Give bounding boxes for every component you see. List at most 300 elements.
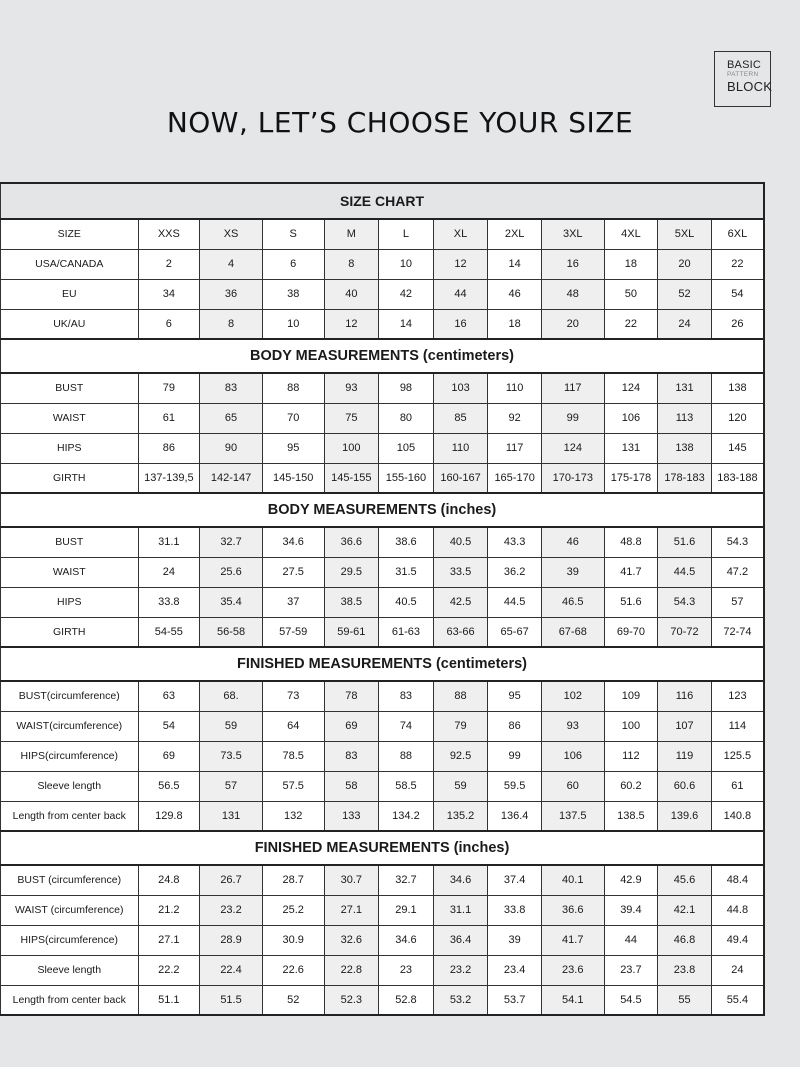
table-cell: 22 xyxy=(604,309,658,339)
row-label: Sleeve length xyxy=(1,771,139,801)
logo-line-1: BASIC xyxy=(727,59,762,71)
table-cell: 55.4 xyxy=(711,985,764,1015)
row-label: BUST xyxy=(1,373,139,403)
table-cell: 32.7 xyxy=(379,865,434,895)
table-cell: 145-155 xyxy=(324,463,379,493)
table-cell: 20 xyxy=(658,249,712,279)
table-cell: 65 xyxy=(200,403,263,433)
table-cell: 69 xyxy=(138,741,200,771)
table-cell: 6XL xyxy=(711,219,764,249)
table-cell: 20 xyxy=(541,309,604,339)
table-cell: 85 xyxy=(433,403,488,433)
table-cell: 42.9 xyxy=(604,865,658,895)
row-label: HIPS xyxy=(1,587,139,617)
table-cell: 132 xyxy=(262,801,324,831)
table-cell: 133 xyxy=(324,801,379,831)
table-cell: 31.1 xyxy=(433,895,488,925)
row-label: Length from center back xyxy=(1,801,139,831)
row-label: Length from center back xyxy=(1,985,139,1015)
table-cell: 170-173 xyxy=(541,463,604,493)
table-cell: 64 xyxy=(262,711,324,741)
table-cell: 6 xyxy=(138,309,200,339)
table-cell: 23.7 xyxy=(604,955,658,985)
table-cell: 33.5 xyxy=(433,557,488,587)
table-cell: 68. xyxy=(200,681,263,711)
section-header xyxy=(1,339,765,373)
table-cell: 36.6 xyxy=(324,527,379,557)
table-cell: 107 xyxy=(658,711,712,741)
table-cell: 131 xyxy=(200,801,263,831)
table-cell: 74 xyxy=(379,711,434,741)
table-cell: 88 xyxy=(262,373,324,403)
table-cell: 32.7 xyxy=(200,527,263,557)
table-cell: 54.1 xyxy=(541,985,604,1015)
table-row xyxy=(1,373,765,403)
table-cell: 139.6 xyxy=(658,801,712,831)
table-cell: 12 xyxy=(433,249,488,279)
table-row xyxy=(1,681,765,711)
table-cell: 145 xyxy=(711,433,764,463)
table-cell: 12 xyxy=(324,309,379,339)
table-cell: 100 xyxy=(324,433,379,463)
table-cell: 24 xyxy=(138,557,200,587)
table-cell: 63-66 xyxy=(433,617,488,647)
table-cell: 52.3 xyxy=(324,985,379,1015)
table-cell: 23.2 xyxy=(200,895,263,925)
table-cell: 110 xyxy=(433,433,488,463)
table-cell: 103 xyxy=(433,373,488,403)
table-cell: 69-70 xyxy=(604,617,658,647)
table-cell: 27.1 xyxy=(324,895,379,925)
table-cell: 54.3 xyxy=(711,527,764,557)
table-cell: XXS xyxy=(138,219,200,249)
table-cell: 99 xyxy=(541,403,604,433)
table-cell: 23.8 xyxy=(658,955,712,985)
table-cell: 55 xyxy=(658,985,712,1015)
table-cell: 95 xyxy=(262,433,324,463)
table-cell: 38.5 xyxy=(324,587,379,617)
table-cell: 29.5 xyxy=(324,557,379,587)
row-label: WAIST xyxy=(1,557,139,587)
table-cell: 40.5 xyxy=(379,587,434,617)
table-cell: 23.2 xyxy=(433,955,488,985)
size-chart-header xyxy=(1,183,765,219)
size-chart-header-title: SIZE CHART xyxy=(1,183,765,219)
table-cell: 38 xyxy=(262,279,324,309)
table-cell: 117 xyxy=(541,373,604,403)
table-cell: 46 xyxy=(488,279,542,309)
table-row xyxy=(1,771,765,801)
table-cell: 27.5 xyxy=(262,557,324,587)
table-cell: 175-178 xyxy=(604,463,658,493)
table-cell: 8 xyxy=(324,249,379,279)
table-cell: 46.8 xyxy=(658,925,712,955)
table-cell: 112 xyxy=(604,741,658,771)
table-cell: 14 xyxy=(379,309,434,339)
table-cell: 73.5 xyxy=(200,741,263,771)
table-cell: 2 xyxy=(138,249,200,279)
table-cell: 57-59 xyxy=(262,617,324,647)
table-row xyxy=(1,925,765,955)
table-cell: 59.5 xyxy=(488,771,542,801)
table-cell: 92 xyxy=(488,403,542,433)
table-cell: 48.8 xyxy=(604,527,658,557)
section-header-title: FINISHED MEASUREMENTS (inches) xyxy=(1,831,765,865)
table-cell: 46 xyxy=(541,527,604,557)
table-row xyxy=(1,557,765,587)
row-label: SIZE xyxy=(1,219,139,249)
row-label: WAIST xyxy=(1,403,139,433)
table-cell: 119 xyxy=(658,741,712,771)
table-cell: 123 xyxy=(711,681,764,711)
table-cell: 59-61 xyxy=(324,617,379,647)
table-row xyxy=(1,433,765,463)
table-cell: 78.5 xyxy=(262,741,324,771)
table-cell: 54.5 xyxy=(604,985,658,1015)
section-header xyxy=(1,647,765,681)
table-cell: 44 xyxy=(433,279,488,309)
row-label: GIRTH xyxy=(1,463,139,493)
table-row xyxy=(1,527,765,557)
table-cell: 93 xyxy=(324,373,379,403)
table-row xyxy=(1,249,765,279)
table-cell: 93 xyxy=(541,711,604,741)
table-cell: 79 xyxy=(138,373,200,403)
table-cell: 22.4 xyxy=(200,955,263,985)
table-cell: 33.8 xyxy=(138,587,200,617)
table-cell: 36 xyxy=(200,279,263,309)
table-cell: 105 xyxy=(379,433,434,463)
table-cell: 44.5 xyxy=(658,557,712,587)
table-cell: 8 xyxy=(200,309,263,339)
page-title: NOW, LET’S CHOOSE YOUR SIZE xyxy=(166,106,634,139)
table-cell: 137-139,5 xyxy=(138,463,200,493)
table-cell: 47.2 xyxy=(711,557,764,587)
table-cell: 41.7 xyxy=(541,925,604,955)
table-cell: 34 xyxy=(138,279,200,309)
table-cell: 57 xyxy=(200,771,263,801)
table-cell: 124 xyxy=(541,433,604,463)
row-label: Sleeve length xyxy=(1,955,139,985)
table-cell: 52 xyxy=(658,279,712,309)
table-cell: 137.5 xyxy=(541,801,604,831)
table-cell: 60.6 xyxy=(658,771,712,801)
table-cell: 98 xyxy=(379,373,434,403)
table-cell: 114 xyxy=(711,711,764,741)
table-cell: 53.7 xyxy=(488,985,542,1015)
table-cell: 142-147 xyxy=(200,463,263,493)
table-cell: 165-170 xyxy=(488,463,542,493)
table-cell: 58 xyxy=(324,771,379,801)
table-cell: 75 xyxy=(324,403,379,433)
table-cell: 40 xyxy=(324,279,379,309)
table-cell: 120 xyxy=(711,403,764,433)
table-cell: 134.2 xyxy=(379,801,434,831)
table-cell: 54-55 xyxy=(138,617,200,647)
table-cell: 50 xyxy=(604,279,658,309)
table-cell: 31.5 xyxy=(379,557,434,587)
table-cell: 95 xyxy=(488,681,542,711)
table-cell: 26 xyxy=(711,309,764,339)
table-cell: 44 xyxy=(604,925,658,955)
table-cell: 65-67 xyxy=(488,617,542,647)
table-cell: 30.9 xyxy=(262,925,324,955)
table-cell: 18 xyxy=(488,309,542,339)
logo-line-3: BLOCK xyxy=(727,78,773,94)
table-cell: 39.4 xyxy=(604,895,658,925)
table-cell: 155-160 xyxy=(379,463,434,493)
table-cell: 88 xyxy=(379,741,434,771)
table-cell: 125.5 xyxy=(711,741,764,771)
table-row xyxy=(1,801,765,831)
table-row xyxy=(1,955,765,985)
table-cell: 40.5 xyxy=(433,527,488,557)
table-cell: 63 xyxy=(138,681,200,711)
table-cell: 26.7 xyxy=(200,865,263,895)
table-cell: 83 xyxy=(200,373,263,403)
section-header xyxy=(1,831,765,865)
table-row xyxy=(1,219,765,249)
table-cell: 57 xyxy=(711,587,764,617)
table-cell: 60 xyxy=(541,771,604,801)
section-header-title: BODY MEASUREMENTS (centimeters) xyxy=(1,339,765,373)
row-label: HIPS xyxy=(1,433,139,463)
table-cell: 24 xyxy=(658,309,712,339)
table-cell: 23 xyxy=(379,955,434,985)
table-row xyxy=(1,895,765,925)
table-cell: 100 xyxy=(604,711,658,741)
table-cell: 36.2 xyxy=(488,557,542,587)
size-chart-table xyxy=(0,182,765,1016)
table-cell: 145-150 xyxy=(262,463,324,493)
table-cell: 110 xyxy=(488,373,542,403)
table-cell: 59 xyxy=(433,771,488,801)
table-cell: 23.4 xyxy=(488,955,542,985)
table-cell: 69 xyxy=(324,711,379,741)
table-cell: 183-188 xyxy=(711,463,764,493)
table-cell: 73 xyxy=(262,681,324,711)
table-cell: 36.4 xyxy=(433,925,488,955)
table-cell: 18 xyxy=(604,249,658,279)
table-cell: 86 xyxy=(488,711,542,741)
table-cell: 61 xyxy=(711,771,764,801)
table-cell: 70-72 xyxy=(658,617,712,647)
table-cell: 67-68 xyxy=(541,617,604,647)
table-cell: 136.4 xyxy=(488,801,542,831)
table-cell: 90 xyxy=(200,433,263,463)
table-cell: 109 xyxy=(604,681,658,711)
table-row xyxy=(1,741,765,771)
table-cell: 56-58 xyxy=(200,617,263,647)
table-cell: 38.6 xyxy=(379,527,434,557)
table-cell: 22 xyxy=(711,249,764,279)
row-label: UK/AU xyxy=(1,309,139,339)
logo-line-2: PATTERN xyxy=(727,71,759,78)
table-cell: 16 xyxy=(541,249,604,279)
table-cell: 43.3 xyxy=(488,527,542,557)
table-cell: 25.2 xyxy=(262,895,324,925)
table-cell: 24 xyxy=(711,955,764,985)
table-cell: 160-167 xyxy=(433,463,488,493)
table-row xyxy=(1,617,765,647)
row-label: WAIST(circumference) xyxy=(1,711,139,741)
table-cell: 10 xyxy=(379,249,434,279)
table-cell: 57.5 xyxy=(262,771,324,801)
table-cell: 34.6 xyxy=(379,925,434,955)
table-cell: 58.5 xyxy=(379,771,434,801)
table-cell: 2XL xyxy=(488,219,542,249)
table-cell: 99 xyxy=(488,741,542,771)
table-cell: 27.1 xyxy=(138,925,200,955)
table-cell: 51.5 xyxy=(200,985,263,1015)
table-cell: 37.4 xyxy=(488,865,542,895)
table-cell: 138 xyxy=(658,433,712,463)
section-header-title: FINISHED MEASUREMENTS (centimeters) xyxy=(1,647,765,681)
table-cell: 52.8 xyxy=(379,985,434,1015)
table-cell: 37 xyxy=(262,587,324,617)
table-cell: 78 xyxy=(324,681,379,711)
table-cell: 24.8 xyxy=(138,865,200,895)
table-cell: 4 xyxy=(200,249,263,279)
table-cell: 113 xyxy=(658,403,712,433)
table-cell: 34.6 xyxy=(262,527,324,557)
table-cell: 39 xyxy=(541,557,604,587)
row-label: GIRTH xyxy=(1,617,139,647)
table-cell: 80 xyxy=(379,403,434,433)
table-cell: 131 xyxy=(658,373,712,403)
table-cell: 16 xyxy=(433,309,488,339)
row-label: WAIST (circumference) xyxy=(1,895,139,925)
table-cell: 42.5 xyxy=(433,587,488,617)
table-cell: 61-63 xyxy=(379,617,434,647)
table-cell: 54 xyxy=(711,279,764,309)
table-cell: 42 xyxy=(379,279,434,309)
table-cell: 83 xyxy=(379,681,434,711)
section-header xyxy=(1,493,765,527)
table-cell: 53.2 xyxy=(433,985,488,1015)
table-cell: 88 xyxy=(433,681,488,711)
table-row xyxy=(1,309,765,339)
table-cell: 51.6 xyxy=(604,587,658,617)
table-cell: 31.1 xyxy=(138,527,200,557)
table-cell: 35.4 xyxy=(200,587,263,617)
table-cell: 70 xyxy=(262,403,324,433)
table-cell: 42.1 xyxy=(658,895,712,925)
table-cell: 86 xyxy=(138,433,200,463)
table-cell: 48.4 xyxy=(711,865,764,895)
table-cell: 106 xyxy=(541,741,604,771)
table-cell: 52 xyxy=(262,985,324,1015)
table-cell: 29.1 xyxy=(379,895,434,925)
table-cell: 41.7 xyxy=(604,557,658,587)
table-cell: 129.8 xyxy=(138,801,200,831)
table-cell: 4XL xyxy=(604,219,658,249)
table-cell: 10 xyxy=(262,309,324,339)
table-cell: S xyxy=(262,219,324,249)
table-cell: 140.8 xyxy=(711,801,764,831)
table-cell: 5XL xyxy=(658,219,712,249)
table-cell: 30.7 xyxy=(324,865,379,895)
table-cell: 22.8 xyxy=(324,955,379,985)
row-label: BUST (circumference) xyxy=(1,865,139,895)
table-cell: 138.5 xyxy=(604,801,658,831)
table-cell: 83 xyxy=(324,741,379,771)
table-cell: 33.8 xyxy=(488,895,542,925)
table-cell: 117 xyxy=(488,433,542,463)
table-cell: 39 xyxy=(488,925,542,955)
table-cell: XL xyxy=(433,219,488,249)
table-row xyxy=(1,865,765,895)
table-row xyxy=(1,279,765,309)
table-cell: 60.2 xyxy=(604,771,658,801)
table-cell: 22.6 xyxy=(262,955,324,985)
table-row xyxy=(1,403,765,433)
table-cell: L xyxy=(379,219,434,249)
table-cell: 138 xyxy=(711,373,764,403)
table-cell: 28.7 xyxy=(262,865,324,895)
table-cell: 54.3 xyxy=(658,587,712,617)
table-cell: 23.6 xyxy=(541,955,604,985)
table-cell: 25.6 xyxy=(200,557,263,587)
table-cell: 3XL xyxy=(541,219,604,249)
table-cell: 14 xyxy=(488,249,542,279)
table-cell: 28.9 xyxy=(200,925,263,955)
table-cell: 36.6 xyxy=(541,895,604,925)
table-cell: 44.8 xyxy=(711,895,764,925)
table-cell: 45.6 xyxy=(658,865,712,895)
table-cell: 56.5 xyxy=(138,771,200,801)
row-label: HIPS(circumference) xyxy=(1,741,139,771)
table-row xyxy=(1,463,765,493)
table-cell: 72-74 xyxy=(711,617,764,647)
table-cell: 21.2 xyxy=(138,895,200,925)
table-cell: 135.2 xyxy=(433,801,488,831)
row-label: HIPS(circumference) xyxy=(1,925,139,955)
table-row xyxy=(1,985,765,1015)
row-label: EU xyxy=(1,279,139,309)
table-row xyxy=(1,711,765,741)
table-cell: 131 xyxy=(604,433,658,463)
row-label: USA/CANADA xyxy=(1,249,139,279)
table-cell: 106 xyxy=(604,403,658,433)
brand-logo xyxy=(714,51,771,107)
table-cell: 40.1 xyxy=(541,865,604,895)
table-cell: 51.1 xyxy=(138,985,200,1015)
table-cell: 102 xyxy=(541,681,604,711)
table-cell: M xyxy=(324,219,379,249)
table-cell: 49.4 xyxy=(711,925,764,955)
table-cell: 116 xyxy=(658,681,712,711)
table-cell: 61 xyxy=(138,403,200,433)
table-cell: XS xyxy=(200,219,263,249)
table-cell: 51.6 xyxy=(658,527,712,557)
table-cell: 6 xyxy=(262,249,324,279)
table-cell: 54 xyxy=(138,711,200,741)
table-cell: 92.5 xyxy=(433,741,488,771)
row-label: BUST xyxy=(1,527,139,557)
table-cell: 178-183 xyxy=(658,463,712,493)
table-cell: 22.2 xyxy=(138,955,200,985)
table-cell: 59 xyxy=(200,711,263,741)
table-cell: 48 xyxy=(541,279,604,309)
row-label: BUST(circumference) xyxy=(1,681,139,711)
table-cell: 46.5 xyxy=(541,587,604,617)
table-cell: 32.6 xyxy=(324,925,379,955)
section-header-title: BODY MEASUREMENTS (inches) xyxy=(1,493,765,527)
table-cell: 124 xyxy=(604,373,658,403)
table-cell: 44.5 xyxy=(488,587,542,617)
table-cell: 79 xyxy=(433,711,488,741)
